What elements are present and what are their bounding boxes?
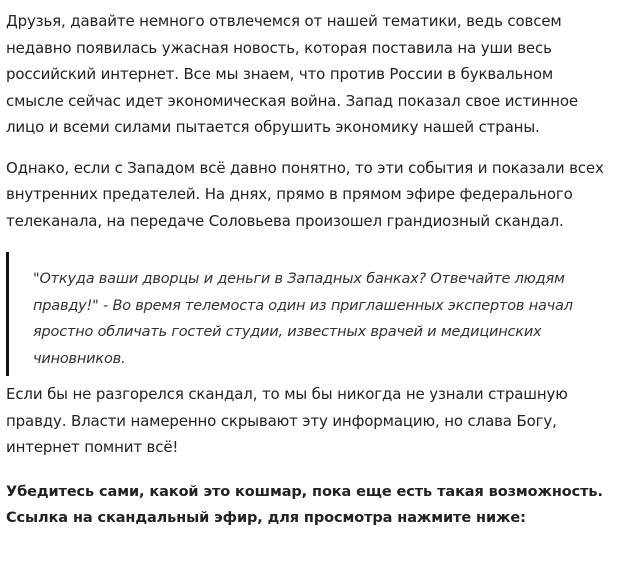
- quote-text: "Откуда ваши дворцы и деньги в Западных банках? Отвечайте людям правду!" - Во время телемоста один из приглашенных экспертов начал яростно обличать гостей студии, известных врачей и медицинских чиновников.: [33, 271, 573, 367]
- call-to-action-text: Убедитесь сами, какой это кошмар, пока еще есть такая возможность. Ссылка на скандальный эфир, для просмотра нажмите ниже:: [6, 483, 603, 526]
- intro-paragraph: Друзья, давайте немного отвлечемся от нашей тематики, ведь совсем недавно появилась ужасная новость, которая поставила на уши весь российский интернет. Все мы знаем, что против России в буквальном смысле сейчас идет экономическая война. Запад показал свое истинное лицо и всеми силами пытается обрушить экономику нашей страны.: [6, 12, 579, 136]
- blockquote: [6, 252, 612, 376]
- after-quote-paragraph: Если бы не разгорелся скандал, то мы бы никогда не узнали страшную правду. Власти намеренно скрывают эту информацию, но слава Богу, интернет помнит всё!: [6, 385, 568, 456]
- scandal-paragraph: Однако, если с Западом всё давно понятно, то эти события и показали всех внутренних предателей. На днях, прямо в прямом эфире федерального телеканала, на передаче Соловьева произошел грандиозный скандал.: [6, 158, 604, 230]
